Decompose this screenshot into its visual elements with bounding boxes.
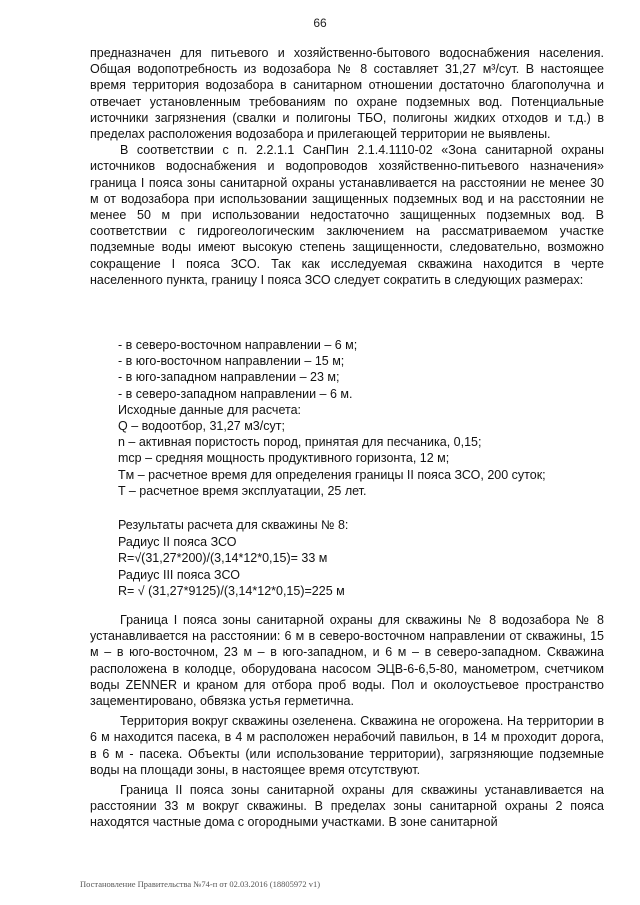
list-item: - в северо-западном направлении – 6 м. <box>118 386 353 401</box>
results-heading: Результаты расчета для скважины № 8: <box>118 518 349 532</box>
list-item: - в северо-восточном направлении – 6 м; <box>118 338 358 352</box>
text-block-boundaries <box>90 612 604 831</box>
list-item: Tм – расчетное время для определения границы II пояса ЗСО, 200 суток; <box>118 467 546 482</box>
calculation-results <box>118 517 604 600</box>
list-item: T – расчетное время эксплуатации, 25 лет. <box>118 483 367 498</box>
list-item: Q – водоотбор, 31,27 м3/сут; <box>118 419 285 434</box>
list-item: - в юго-западном направлении – 23 м; <box>118 370 340 385</box>
paragraph-zone-i-boundary: Граница I пояса зоны санитарной охраны для скважины № 8 водозабора № 8 устанавливается на расстоянии: 6 м в северо-восточном направлении от скважины, 15 м – в юго-восточном, 23 м – в юго-западном, и 6 м – в северо-западном. Скважина расположена в колодце, оборудована насосом ЭЦВ-6-6,5-80, манометром, счетчиком воды ZENNER и краном для отбора проб воды. Пол и околоустьевое пространство зацементировано, обвязка устья герметична. <box>90 613 604 709</box>
list-item: n – активная пористость пород, принятая для песчаника, 0,15; <box>118 435 482 450</box>
radius-iii-formula: R= √ (31,27*9125)/(3,14*12*0,15)=225 м <box>118 584 345 598</box>
page-number: 66 <box>313 16 327 30</box>
text-block-intro <box>90 45 604 288</box>
footer-reference: Постановление Правительства №74-п от 02.03.2016 (18805972 v1) <box>80 879 321 889</box>
paragraph-water-demand: предназначен для питьевого и хозяйственно-бытового водоснабжения населения. Общая водопотребность из водозабора № 8 составляет 31,27 м³/сут. В настоящее время территория водозабора в санитарном отношении достаточно благополучна и отвечает установленным требованиям по охране подземных вод. Потенциальные источники загрязнения (свалки и полигоны ТБО, полигоны жидких отходов и т.д.) в пределах расположения водозабора и прилегающей территории не выявлены. <box>90 46 604 142</box>
zone-distances-and-inputs <box>118 337 604 499</box>
list-item: - в юго-восточном направлении – 15 м; <box>118 354 345 369</box>
paragraph-territory: Территория вокруг скважины озеленена. Скважина не огорожена. На территории в 6 м находится пасека, в 4 м расположен нерабочий павильон, в 14 м проходит дорога, в 6 м - пасека. Объекты (или использование территории), загрязняющие подземные воды на площади зоны, в настоящее время отсутствуют. <box>90 714 604 777</box>
radius-iii-label: Радиус III пояса ЗСО <box>118 567 240 582</box>
list-item: mср – средняя мощность продуктивного горизонта, 12 м; <box>118 451 450 466</box>
paragraph-sanpin-zone-rules: В соответствии с п. 2.2.1.1 СанПин 2.1.4.1110-02 «Зона санитарной охраны источников водоснабжения и водопроводов хозяйственно-питьевого назначения» граница I пояса зоны санитарной охраны устанавливается на расстоянии не менее 30 м от водозабора при использовании защищенных подземных вод и на расстоянии не менее 50 м при использовании недостаточно защищенных подземных вод. В соответствии с гидрогеологическим заключением на рассматриваемом участке подземные воды имеют высокую степень защищенности, следовательно, возможно сокращение I пояса ЗСО. Так как исследуемая скважина находится в черте населенного пункта, границу I пояса ЗСО следует сократить в следующих размерах: <box>90 143 604 287</box>
paragraph-zone-ii-boundary: Граница II пояса зоны санитарной охраны для скважины устанавливается на расстоянии 33 м вокруг скважины. В пределах зоны санитарной охраны 2 пояса находятся частные дома с огородными участками. В зоне санитарной <box>90 783 604 830</box>
input-data-heading: Исходные данные для расчета: <box>118 402 301 417</box>
radius-ii-formula: R=√(31,27*200)/(3,14*12*0,15)= 33 м <box>118 551 328 565</box>
radius-ii-label: Радиус II пояса ЗСО <box>118 534 237 549</box>
